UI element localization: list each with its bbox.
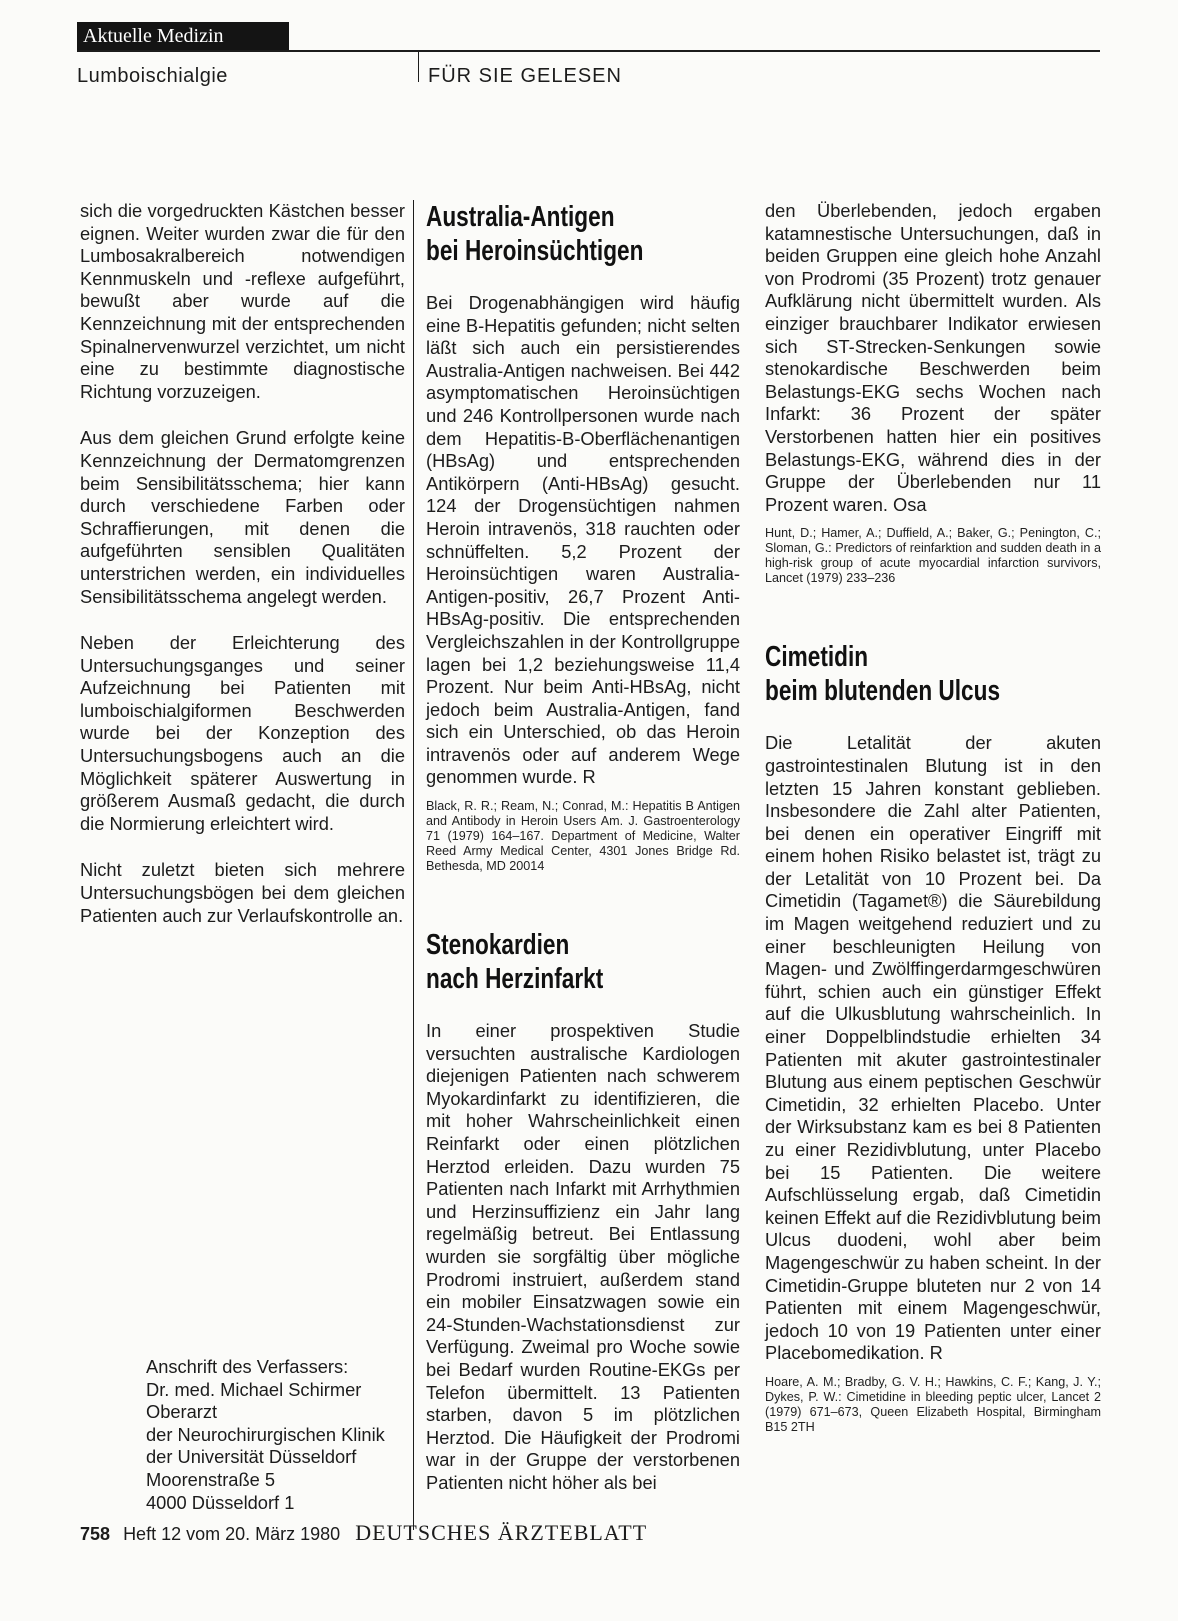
journal-name: DEUTSCHES ÄRZTEBLATT xyxy=(355,1520,648,1545)
paragraph: Neben der Erleichterung des Untersuchungsganges und seiner Aufzeichnung bei Patienten mit lumboischialgiformen Beschwerden wurde bei der Konzeption des Untersuchungsbogens auch an die Möglichkeit späterer Auswertung in größerem Ausmaß gedacht, die durch die Normierung erleichtert wird. xyxy=(80,632,405,834)
article-body-cimetidin: Die Letalität der akuten gastrointestinalen Blutung ist in den letzten 15 Jahren konstant geblieben. Insbesondere die Zahl alter Patienten, bei denen ein operativer Eingriff mit einem hohen Risiko belastet ist, trägt zu der Letalität von 10 Prozent bei. Da Cimetidin (Tagamet®) die Säurebildung im Magen weitgehend reduziert und zu einer beschleunigten Heilung von Magen- und Zwölffingerdarmgeschwüren führt, schien auch ein günstiger Effekt auf die Ulkusblutung wahrscheinlich. In einer Doppelblindstudie erhielten 34 Patienten mit akuter gastrointestinaler Blutung aus einem peptischen Geschwür Cimetidin, 32 erhielten Placebo. Unter der Wirksubstanz kam es bei 8 Patienten zu einer Rezidivblutung, unter Placebo bei 15 Patienten. Die weitere Aufschlüsselung ergab, daß Cimetidin keinen Effekt auf die Rezidivblutung beim Ulcus duodeni, wohl aber beim Magengeschwür zu haben scheint. In der Cimetidin-Gruppe bluteten nur 2 von 14 Patienten mit einem Magengeschwür, jedoch 10 von 19 Patienten unter einer Placebomedikation. R xyxy=(765,732,1101,1364)
column-lumboischialgie xyxy=(80,200,405,951)
left-running-title: Lumboischialgie xyxy=(77,65,228,87)
page-footer xyxy=(80,1520,647,1546)
author-address: Anschrift des Verfassers: Dr. med. Michael Schirmer Oberarzt der Neurochirurgischen Klinik der Universität Düsseldorf Moorenstraße 5 4000 Düsseldorf 1 xyxy=(146,1356,385,1513)
right-running-title: FÜR SIE GELESEN xyxy=(428,65,622,87)
reference-cimetidin: Hoare, A. M.; Bradby, G. V. H.; Hawkins, C. F.; Kang, J. Y.; Dykes, P. W.: Cimetidine in bleeding peptic ulcer, Lancet 2 (1979) 671–673, Queen Elizabeth Hospital, Birmingham B15 2TH xyxy=(765,1374,1101,1434)
section-badge: Aktuelle Medizin xyxy=(77,22,289,50)
paragraph: sich die vorgedruckten Kästchen besser eignen. Weiter wurden zwar die für den Lumbosakralbereich notwendigen Kennmuskeln und -reflexe aufgeführt, bewußt aber wurde auf die Kennzeichnung mit der entsprechenden Spinalnervenwurzel verzichtet, um nicht eine zu bestimmte diagnostische Richtung vorzuzeigen. xyxy=(80,200,405,402)
article-body-stenokardien: In einer prospektiven Studie versuchten australische Kardiologen diejenigen Patienten nach schwerem Myokardinfarkt zu identifizieren, die mit hoher Wahrscheinlichkeit einen Reinfarkt oder einen plötzlichen Herztod erleiden. Dazu wurden 75 Patienten nach Infarkt mit Arrhythmien und Herzinsuffizienz ein Jahr lang regelmäßig betreut. Bei Entlassung wurden sie sorgfältig über mögliche Prodromi instruiert, außerdem stand ein mobiler Einsatzwagen sowie ein 24-Stunden-Wachstationsdienst zur Verfügung. Zweimal pro Woche sowie bei Bedarf wurden Routine-EKGs per Telefon übermittelt. 13 Patienten starben, davon 5 im plötzlichen Herztod. Die Häufigkeit der Prodromi war in der Gruppe der verstorbenen Patienten nicht höher als bei xyxy=(426,1020,740,1493)
column-right xyxy=(765,200,1101,1489)
page-number: 758 xyxy=(80,1524,111,1544)
column-divider xyxy=(413,200,414,1530)
header-divider xyxy=(418,52,419,82)
article-body-australia-antigen: Bei Drogenabhängigen wird häufig eine B-Hepatitis gefunden; nicht selten läßt sich auch ein persistierendes Australia-Antigen nachweisen. Bei 442 asymptomatischen Heroinsüchtigen und 246 Kontrollpersonen wurde nach dem Hepatitis-B-Oberflächenantigen (HBsAg) und entsprechenden Antikörpern (Anti-HBsAg) gesucht. 124 der Drogensüchtigen nahmen Heroin intravenös, 318 rauchten oder schnüffelten. 5,2 Prozent der Heroinsüchtigen waren Australia-Antigen-positiv, 26,7 Prozent Anti-HBsAg-positiv. Die entsprechenden Vergleichszahlen in der Kontrollgruppe lagen bei 1,2 beziehungsweise 11,4 Prozent. Nur beim Anti-HBsAg, nicht jedoch beim Australia-Antigen, fand sich ein Unterschied, ob das Heroin intravenös oder auf anderem Wege genommen wurde. R xyxy=(426,292,740,788)
header-rule xyxy=(77,50,1100,52)
reference-stenokardien: Hunt, D.; Hamer, A.; Duffield, A.; Baker, G.; Penington, C.; Sloman, G.: Predictors of reinfarktion and sudden death in a high-risk group of acute myocardial infarction survivors, Lancet (1979) 233–236 xyxy=(765,526,1101,586)
paragraph: Aus dem gleichen Grund erfolgte keine Kennzeichnung der Dermatomgrenzen beim Sensibilitätsschema; hier kann durch verschiedene Farben oder Schraffierungen, mit denen die aufgeführten sensiblen Qualitäten unterstrichen werden, ein individuelles Sensibilitätsschema angelegt werden. xyxy=(80,427,405,607)
issue-info: Heft 12 vom 20. März 1980 xyxy=(123,1524,341,1544)
article-title-stenokardien: Stenokardien nach Herzinfarkt xyxy=(426,929,604,996)
article-title-cimetidin: Cimetidin beim blutenden Ulcus xyxy=(765,641,1001,708)
column-middle xyxy=(426,200,740,1519)
paragraph: Nicht zuletzt bieten sich mehrere Untersuchungsbögen bei dem gleichen Patienten auch zur Verlaufskontrolle an. xyxy=(80,859,405,926)
article-title-australia-antigen: Australia-Antigen bei Heroinsüchtigen xyxy=(426,201,644,267)
reference-australia-antigen: Black, R. R.; Ream, N.; Conrad, M.: Hepatitis B Antigen and Antibody in Heroin Users Am. J. Gastroenterology 71 (1979) 164–167. Department of Medicine, Walter Reed Army Medical Center, 4301 Jones Bridge Rd. Bethesda, MD 20014 xyxy=(426,799,740,874)
article-body-stenokardien-continued: den Überlebenden, jedoch ergaben katamnestische Untersuchungen, daß in beiden Gruppen eine gleich hohe Anzahl von Prodromi (35 Prozent) trotz genauer Aufklärung nicht übermittelt wurden. Als einziger brauchbarer Indikator erwiesen sich ST-Strecken-Senkungen sowie stenokardische Beschwerden beim Belastungs-EKG sechs Wochen nach Infarkt: 36 Prozent der später Verstorbenen hatten hier ein positives Belastungs-EKG, während dies in der Gruppe der Überlebenden nur 11 Prozent waren. Osa xyxy=(765,200,1101,515)
